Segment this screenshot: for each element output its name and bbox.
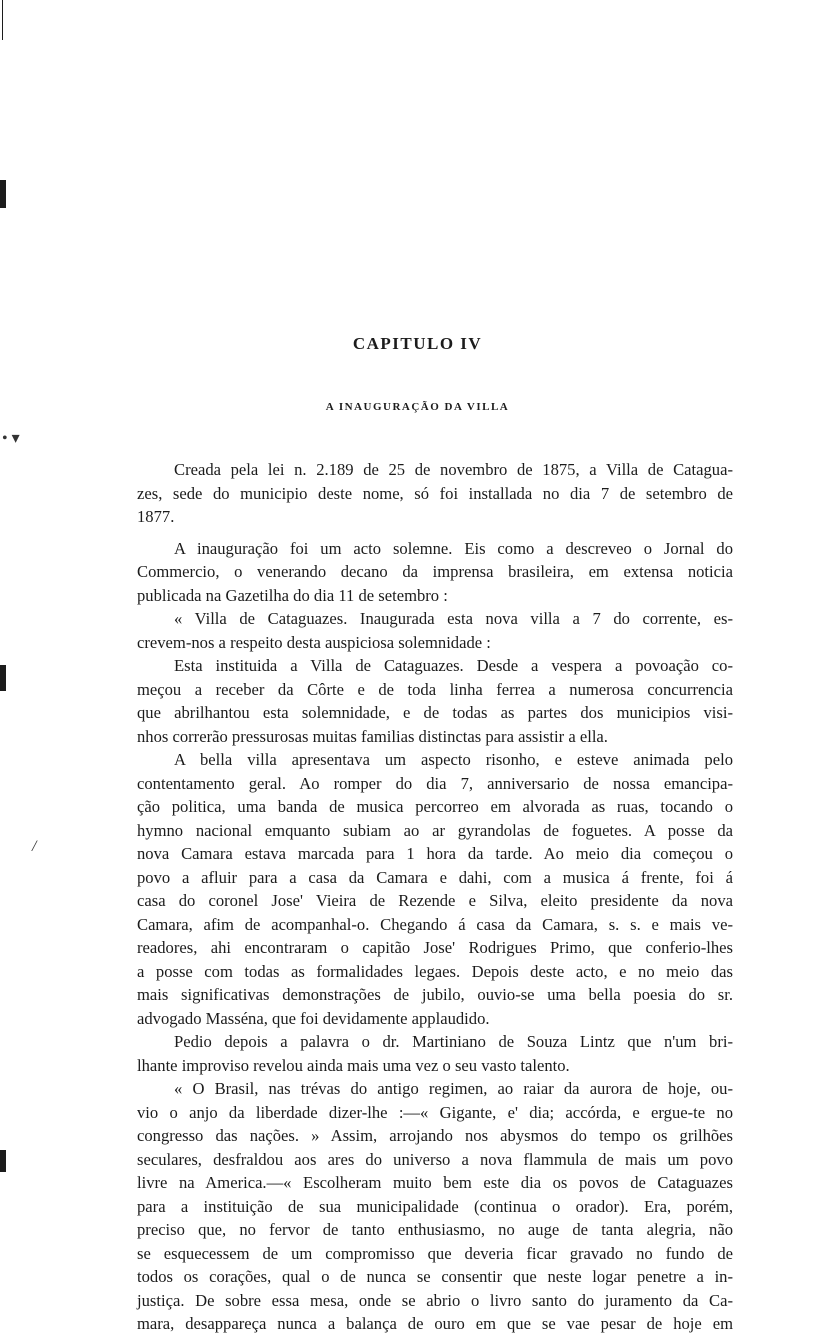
text-line: congresso das nações. » Assim, arrojando nos abysmos do tempo os grilhões <box>137 1126 733 1145</box>
text-line: « O Brasil, nas trévas do antigo regimen, ao raiar da aurora de hoje, ou- <box>174 1079 733 1098</box>
text-line: todos os corações, qual o de nunca se consentir que neste logar penetre a in- <box>137 1267 733 1286</box>
text-line: publicada na Gazetilha do dia 11 de setembro : <box>137 585 448 605</box>
scan-edge-mark <box>0 180 6 208</box>
text-line: mara, desappareça nunca a balança de ouro em que se vae pesar de hoje em <box>137 1314 733 1333</box>
text-line: hymno nacional emquanto subiam ao ar gyrandolas de foguetes. A posse da <box>137 820 733 840</box>
text-line: Commercio, o venerando decano da imprensa brasileira, em extensa noticia <box>137 562 733 581</box>
text-line: para a instituição de sua municipalidade (continua o orador). Era, porém, <box>137 1196 733 1216</box>
text-line: « Villa de Cataguazes. Inaugurada esta nova villa a 7 do corrente, es- <box>174 609 733 628</box>
body-text <box>137 458 733 1336</box>
text-line: advogado Masséna, que foi devidamente applaudido. <box>137 1008 490 1028</box>
text-line: readores, ahi encontraram o capitão Jose' Rodrigues Primo, que conferio-lhes <box>137 938 733 957</box>
text-line: meçou a receber da Côrte e de toda linha ferrea a numerosa concurrencia <box>137 679 733 699</box>
text-line: mais significativas demonstrações de jubilo, ouvio-se uma bella poesia do sr. <box>137 985 733 1004</box>
text-line: justiça. De sobre essa mesa, onde se abrio o livro santo do juramento da Ca- <box>137 1290 733 1310</box>
text-line: que abrilhantou esta solemnidade, e de todas as partes dos municipios visi- <box>137 703 733 722</box>
section-title: A INAUGURAÇÃO DA VILLA <box>325 401 510 413</box>
text-line: seculares, desfraldou aos ares do universo a nova flammula de mais um povo <box>137 1149 733 1169</box>
text-line: nova Camara estava marcada para 1 hora da tarde. Ao meio dia começou o <box>137 844 733 863</box>
text-line: a posse com todas as formalidades legaes. Depois deste acto, e no meio das <box>137 961 733 981</box>
text-line: se esquecessem de um compromisso que deveria ficar gravado no fundo de <box>137 1243 733 1263</box>
text-line: A inauguração foi um acto solemne. Eis como a descreveo o Jornal do <box>174 538 733 558</box>
chapter-title: CAPITULO IV <box>352 334 483 353</box>
margin-mark: / <box>32 838 37 855</box>
scan-edge-mark <box>0 665 6 691</box>
text-line: zes, sede do municipio deste nome, só foi installada no dia 7 de setembro de <box>137 483 733 503</box>
text-line: Esta instituida a Villa de Cataguazes. Desde a vespera a povoação co- <box>174 656 733 675</box>
margin-mark: • ▾ <box>2 430 20 447</box>
text-line: Pedio depois a palavra o dr. Martiniano de Souza Lintz que n'um bri- <box>174 1032 733 1051</box>
text-line: povo a afluir para a casa da Camara e dahi, com a musica á frente, foi á <box>137 867 733 887</box>
text-line: casa do coronel Jose' Vieira de Rezende e Silva, eleito presidente da nova <box>137 891 733 910</box>
text-line: A bella villa apresentava um aspecto risonho, e esteve animada pelo <box>174 750 733 769</box>
text-line: crevem-nos a respeito desta auspiciosa solemnidade : <box>137 632 491 652</box>
text-line: 1877. <box>137 507 175 526</box>
text-line: contentamento geral. Ao romper do dia 7, anniversario de nossa emancipa- <box>137 773 733 793</box>
text-line: Creada pela lei n. 2.189 de 25 de novembro de 1875, a Villa de Catagua- <box>174 460 733 479</box>
text-line: livre na America.—« Escolheram muito bem este dia os povos de Cataguazes <box>137 1173 733 1192</box>
scan-edge-mark <box>0 1150 6 1172</box>
text-line: ção politica, uma banda de musica percorreo em alvorada as ruas, tocando o <box>137 797 733 816</box>
text-line: Camara, afim de acompanhal-o. Chegando á casa da Camara, s. s. e mais ve- <box>137 914 733 934</box>
scan-edge-mark <box>2 0 3 40</box>
text-line: lhante improviso revelou ainda mais uma vez o seu vasto talento. <box>137 1055 570 1075</box>
text-line: vio o anjo da liberdade dizer-lhe :—« Gigante, e' dia; accórda, e ergue-te no <box>137 1102 733 1122</box>
text-line: preciso que, no fervor de tanto enthusiasmo, no auge de tanta alegria, não <box>137 1220 733 1239</box>
text-line: nhos correrão pressurosas muitas familias distinctas para assistir a ella. <box>137 726 608 746</box>
